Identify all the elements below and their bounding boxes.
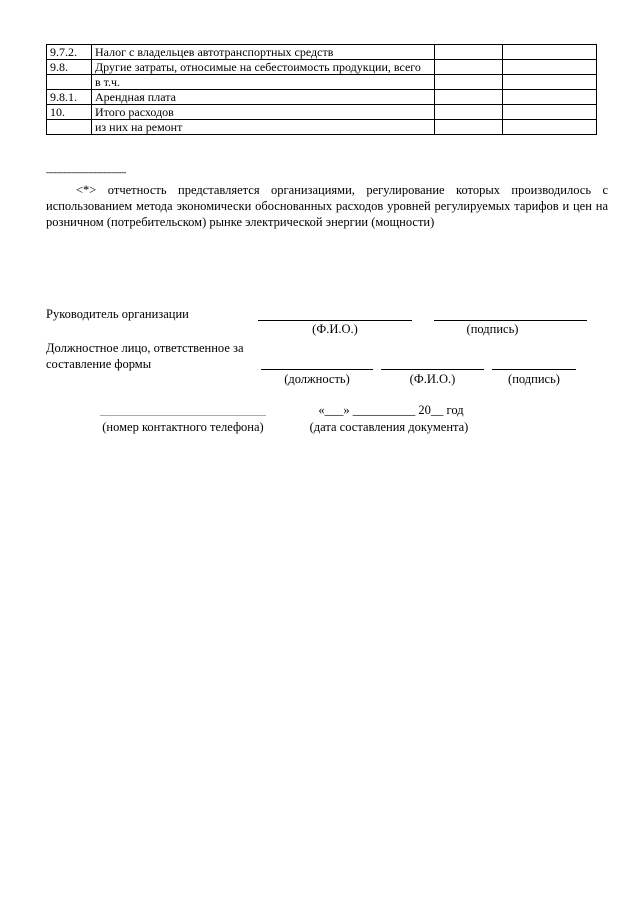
phone-line[interactable] [100,415,266,416]
phone-caption: (номер контактного телефона) [102,420,264,434]
row-name: Другие затраты, относимые на себестоимость продукции, всего [92,60,435,75]
head-fio-line[interactable] [258,320,412,321]
row-name: Итого расходов [92,105,435,120]
official-signature-line[interactable] [492,369,576,370]
footnote-separator: -------------------------------- [46,167,126,177]
row-number: 9.7.2. [47,45,92,60]
value-cell[interactable] [503,90,597,105]
table-row [47,60,597,75]
value-cell[interactable] [503,75,597,90]
row-number: 9.8.1. [47,90,92,105]
official-position-line[interactable] [261,369,373,370]
row-name: из них на ремонт [92,120,435,135]
footnote-text: <*> отчетность представляется организациями, регулирование которых производилось с использованием метода экономически обоснованных расходов уровней регулируемых тарифов и цен на розничном (потребительском) рынке электрической энергии (мощности) [46,183,608,229]
row-number: 9.8. [47,60,92,75]
row-number: 10. [47,105,92,120]
head-signature-line[interactable] [434,320,587,321]
value-cell[interactable] [503,120,597,135]
value-cell[interactable] [503,45,597,60]
value-cell[interactable] [435,60,503,75]
head-label: Руководитель организации [46,307,189,321]
costs-table [46,44,597,135]
date-caption: (дата составления документа) [309,420,469,434]
value-cell[interactable] [435,120,503,135]
row-number [47,75,92,90]
date-line[interactable]: «___» __________ 20__ год [318,403,464,417]
value-cell[interactable] [435,75,503,90]
value-cell[interactable] [503,60,597,75]
official-signature-caption: (подпись) [508,372,560,386]
row-name: Арендная плата [92,90,435,105]
value-cell[interactable] [435,45,503,60]
value-cell[interactable] [435,105,503,120]
row-number [47,120,92,135]
value-cell[interactable] [435,90,503,105]
table-row [47,90,597,105]
table-row [47,75,597,90]
official-fio-line[interactable] [381,369,484,370]
official-label: Должностное лицо, ответственное за составление формы [46,341,244,371]
row-name: Налог с владельцев автотранспортных средств [92,45,435,60]
head-signature-caption: (подпись) [466,322,519,336]
table-row [47,120,597,135]
value-cell[interactable] [503,105,597,120]
table-row [47,45,597,60]
head-fio-caption: (Ф.И.О.) [312,322,358,336]
official-position-caption: (должность) [284,372,350,386]
table-row [47,105,597,120]
row-name: в т.ч. [92,75,435,90]
official-fio-caption: (Ф.И.О.) [409,372,456,386]
